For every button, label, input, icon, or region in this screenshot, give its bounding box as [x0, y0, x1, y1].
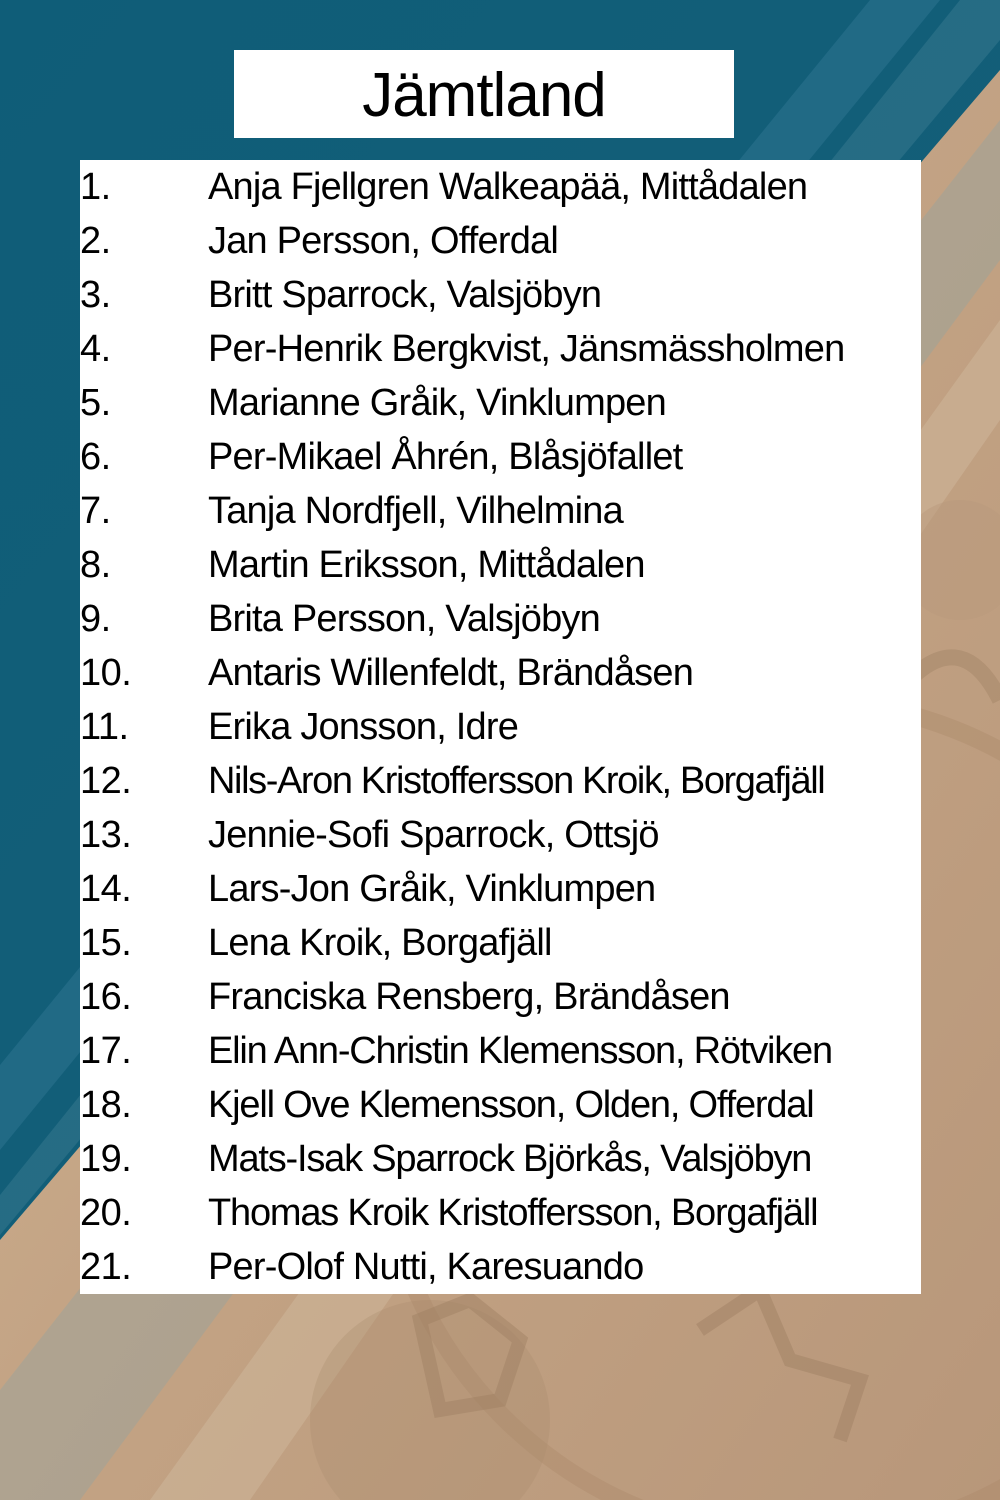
list-item-text: Per-Olof Nutti, Karesuando — [208, 1246, 644, 1288]
list-item-text: Antaris Willenfeldt, Brändåsen — [208, 652, 694, 694]
list-item — [80, 916, 921, 970]
list-item-text: Per-Mikael Åhrén, Blåsjöfallet — [208, 436, 683, 478]
list-item — [80, 700, 921, 754]
list-item-number: 5. — [80, 382, 111, 424]
list-item-number: 9. — [80, 598, 111, 640]
list-item-number: 18. — [80, 1084, 132, 1126]
list-item-number: 21. — [80, 1246, 132, 1288]
list-item-number: 8. — [80, 544, 111, 586]
list-item-text: Lars-Jon Gråik, Vinklumpen — [208, 868, 656, 910]
list-item-text: Britt Sparrock, Valsjöbyn — [208, 274, 602, 316]
list-item — [80, 646, 921, 700]
list-item-text: Kjell Ove Klemensson, Olden, Offerdal — [208, 1084, 814, 1126]
list-item-number: 6. — [80, 436, 111, 478]
list-item-number: 2. — [80, 220, 111, 262]
title-box — [234, 50, 734, 138]
list-item — [80, 214, 921, 268]
list-item — [80, 1132, 921, 1186]
list-item-number: 4. — [80, 328, 111, 370]
list-item-number: 13. — [80, 814, 132, 856]
list-item — [80, 1186, 921, 1240]
list-item-text: Jan Persson, Offerdal — [208, 220, 559, 262]
list-item-number: 3. — [80, 274, 111, 316]
page-title: Jämtland — [362, 61, 606, 130]
list-item-number: 7. — [80, 490, 111, 532]
list-item-number: 16. — [80, 976, 132, 1018]
list-item — [80, 1078, 921, 1132]
list-item — [80, 808, 921, 862]
list-item — [80, 268, 921, 322]
list-item — [80, 754, 921, 808]
list-item-text: Erika Jonsson, Idre — [208, 706, 519, 748]
list-item-number: 10. — [80, 652, 132, 694]
list-item — [80, 970, 921, 1024]
list-item — [80, 1024, 921, 1078]
name-list — [80, 160, 921, 1294]
list-item-number: 12. — [80, 760, 132, 802]
list-item — [80, 160, 921, 214]
list-item — [80, 322, 921, 376]
list-item-text: Anja Fjellgren Walkeapää, Mittådalen — [208, 166, 808, 208]
list-item-number: 15. — [80, 922, 132, 964]
list-item — [80, 430, 921, 484]
list-item-text: Franciska Rensberg, Brändåsen — [208, 976, 730, 1018]
list-item-text: Elin Ann-Christin Klemensson, Rötviken — [208, 1030, 832, 1072]
list-item-text: Per-Henrik Bergkvist, Jänsmässholmen — [208, 328, 845, 370]
list-item — [80, 484, 921, 538]
list-item-text: Thomas Kroik Kristoffersson, Borgafjäll — [208, 1192, 818, 1234]
list-item-text: Brita Persson, Valsjöbyn — [208, 598, 600, 640]
list-item-text: Lena Kroik, Borgafjäll — [208, 922, 552, 964]
list-item-number: 11. — [80, 706, 129, 748]
list-item-number: 20. — [80, 1192, 132, 1234]
list-item-text: Jennie-Sofi Sparrock, Ottsjö — [208, 814, 659, 856]
list-item — [80, 592, 921, 646]
list-item-number: 17. — [80, 1030, 132, 1072]
list-item-number: 19. — [80, 1138, 132, 1180]
list-item-text: Nils-Aron Kristoffersson Kroik, Borgafjäll — [208, 760, 825, 802]
list-item-text: Martin Eriksson, Mittådalen — [208, 544, 645, 586]
list-item-number: 1. — [80, 166, 111, 208]
list-item — [80, 1240, 921, 1294]
list-item — [80, 376, 921, 430]
list-item — [80, 862, 921, 916]
list-item-number: 14. — [80, 868, 132, 910]
list-item — [80, 538, 921, 592]
list-item-text: Tanja Nordfjell, Vilhelmina — [208, 490, 623, 532]
list-item-text: Marianne Gråik, Vinklumpen — [208, 382, 666, 424]
list-item-text: Mats-Isak Sparrock Björkås, Valsjöbyn — [208, 1138, 812, 1180]
